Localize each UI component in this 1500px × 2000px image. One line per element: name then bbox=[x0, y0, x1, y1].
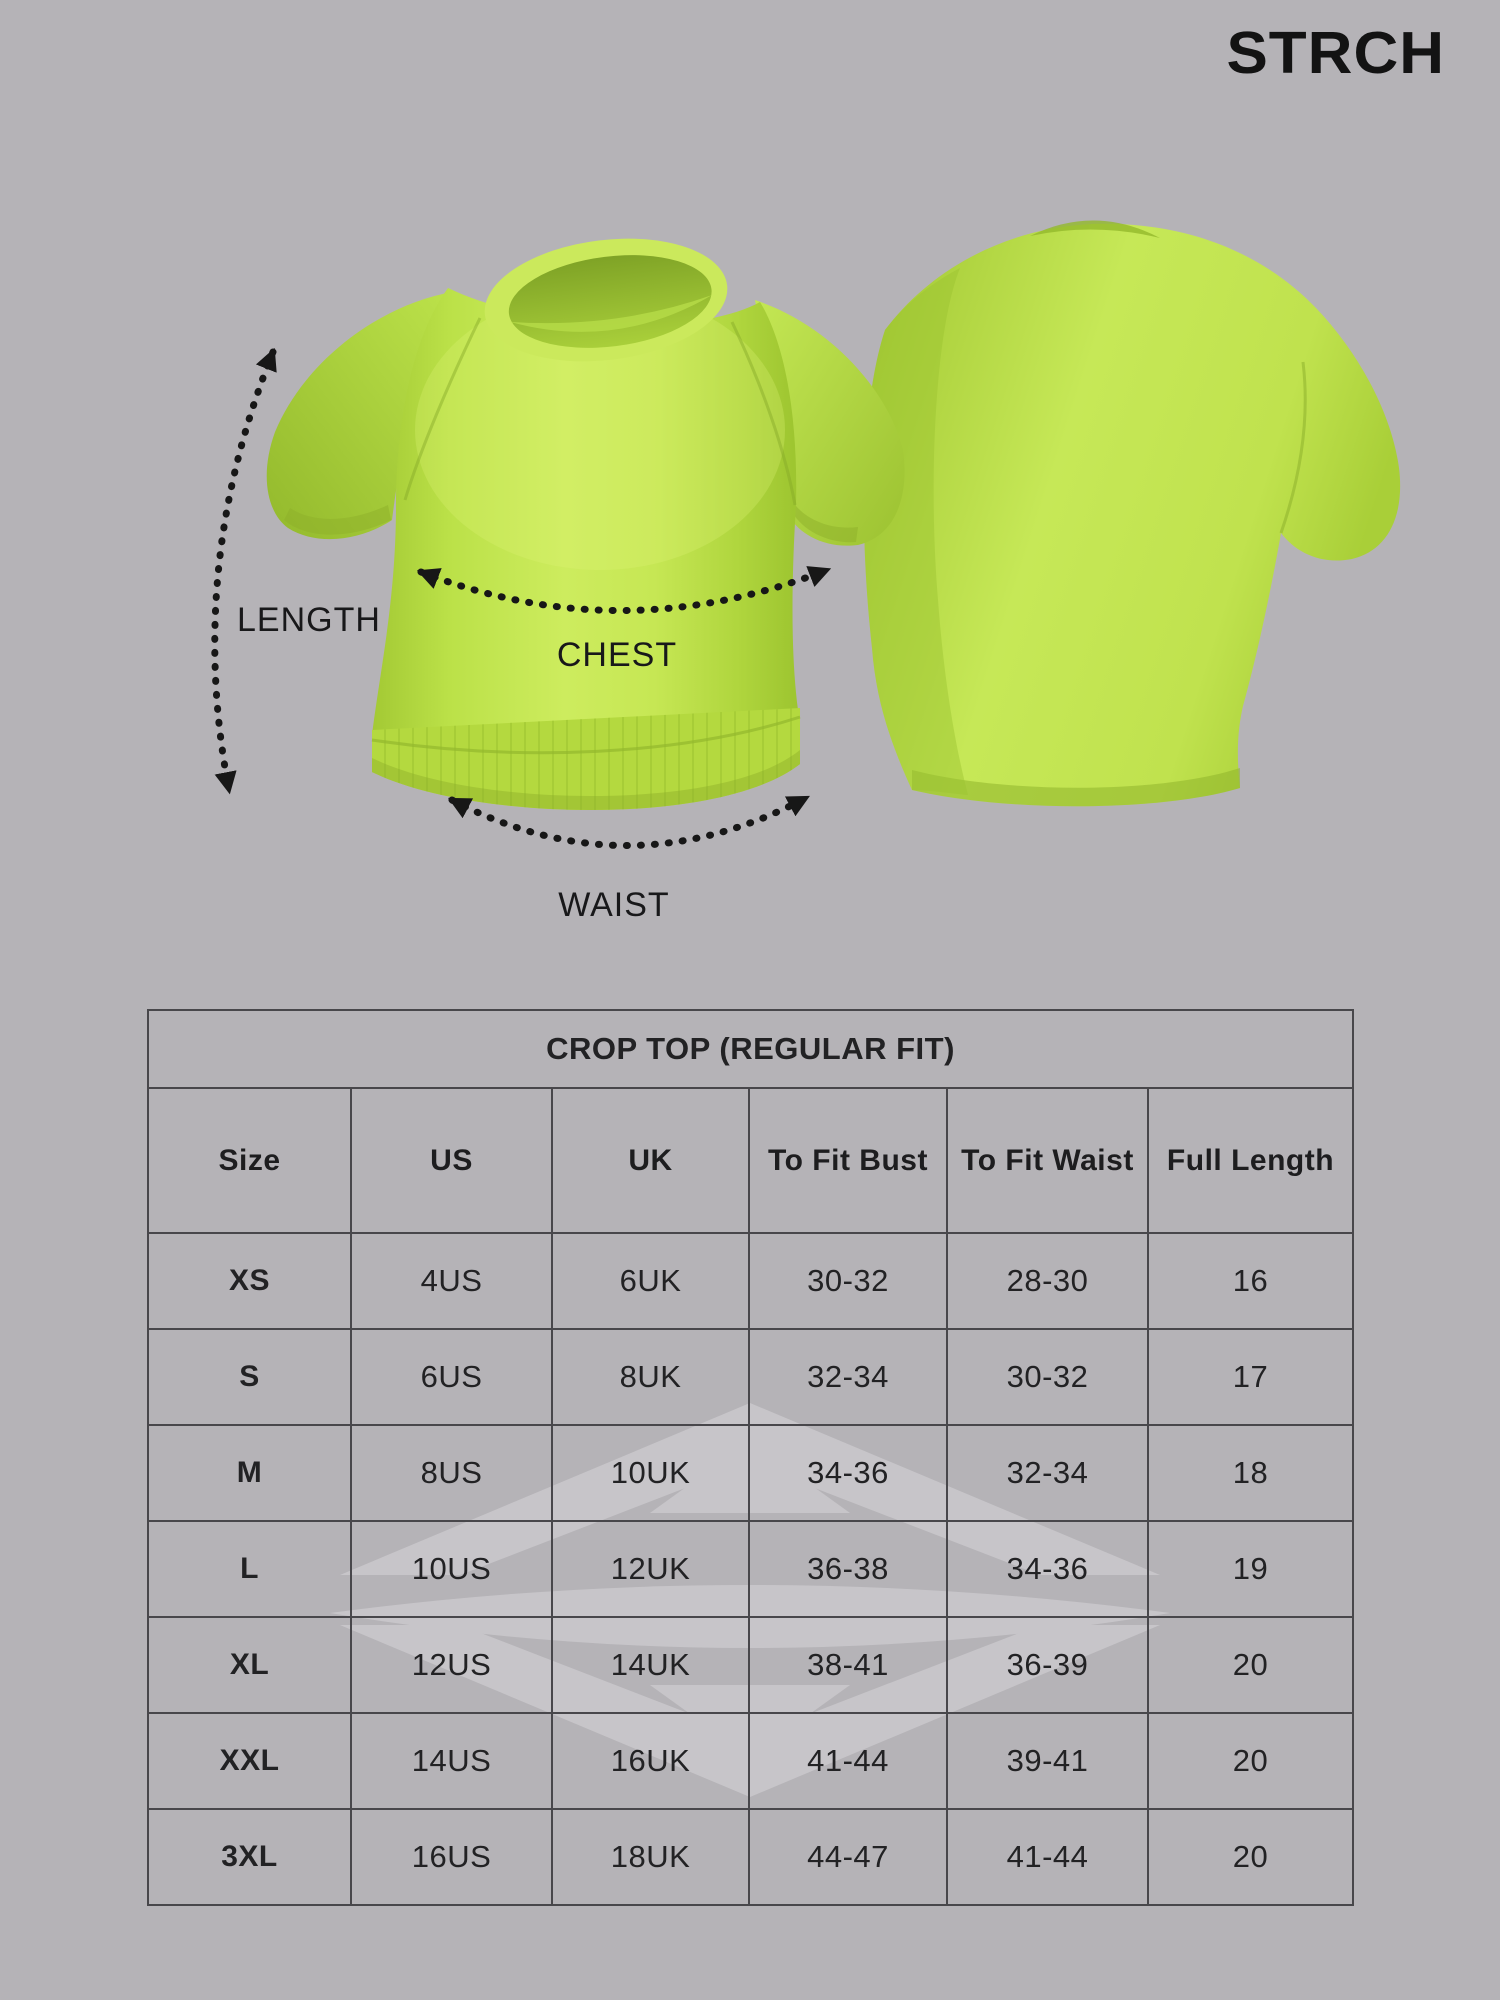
col-header-waist: To Fit Waist bbox=[947, 1088, 1148, 1233]
table-cell: 20 bbox=[1148, 1809, 1353, 1905]
chest-label: CHEST bbox=[556, 636, 678, 674]
length-measure-arrow bbox=[215, 352, 273, 790]
table-cell: 16 bbox=[1148, 1233, 1353, 1329]
size-row-xl bbox=[148, 1617, 1353, 1713]
table-cell: 41-44 bbox=[947, 1809, 1148, 1905]
size-row-3xl bbox=[148, 1809, 1353, 1905]
table-cell: S bbox=[148, 1329, 351, 1425]
table-cell: 3XL bbox=[148, 1809, 351, 1905]
table-cell: 18UK bbox=[552, 1809, 749, 1905]
front-shirt bbox=[267, 226, 905, 810]
length-label: LENGTH bbox=[237, 601, 381, 639]
table-cell: 14US bbox=[351, 1713, 552, 1809]
size-row-xs bbox=[148, 1233, 1353, 1329]
waist-label: WAIST bbox=[558, 886, 670, 924]
back-shirt bbox=[864, 220, 1400, 806]
table-title: CROP TOP (REGULAR FIT) bbox=[148, 1010, 1353, 1088]
table-cell: XS bbox=[148, 1233, 351, 1329]
table-cell: 44-47 bbox=[749, 1809, 947, 1905]
table-cell: 8UK bbox=[552, 1329, 749, 1425]
table-cell: 30-32 bbox=[947, 1329, 1148, 1425]
table-cell: 12UK bbox=[552, 1521, 749, 1617]
table-cell: 36-38 bbox=[749, 1521, 947, 1617]
table-cell: L bbox=[148, 1521, 351, 1617]
size-row-m bbox=[148, 1425, 1353, 1521]
table-cell: 41-44 bbox=[749, 1713, 947, 1809]
table-cell: 30-32 bbox=[749, 1233, 947, 1329]
table-cell: 8US bbox=[351, 1425, 552, 1521]
table-cell: 19 bbox=[1148, 1521, 1353, 1617]
table-header-row bbox=[148, 1088, 1353, 1233]
size-row-xxl bbox=[148, 1713, 1353, 1809]
table-cell: 20 bbox=[1148, 1617, 1353, 1713]
table-cell: 28-30 bbox=[947, 1233, 1148, 1329]
col-header-size: Size bbox=[148, 1088, 351, 1233]
table-cell: 36-39 bbox=[947, 1617, 1148, 1713]
table-cell: 17 bbox=[1148, 1329, 1353, 1425]
table-cell: 34-36 bbox=[947, 1521, 1148, 1617]
table-cell: 10UK bbox=[552, 1425, 749, 1521]
table-cell: 6UK bbox=[552, 1233, 749, 1329]
table-cell: 16US bbox=[351, 1809, 552, 1905]
table-cell: 14UK bbox=[552, 1617, 749, 1713]
col-header-uk: UK bbox=[552, 1088, 749, 1233]
col-header-us: US bbox=[351, 1088, 552, 1233]
table-cell: 4US bbox=[351, 1233, 552, 1329]
table-cell: 12US bbox=[351, 1617, 552, 1713]
size-row-l bbox=[148, 1521, 1353, 1617]
size-chart-table bbox=[147, 1009, 1354, 1906]
table-cell: 34-36 bbox=[749, 1425, 947, 1521]
brand-logo: STRCH bbox=[1226, 20, 1445, 87]
table-cell: 39-41 bbox=[947, 1713, 1148, 1809]
table-cell: XL bbox=[148, 1617, 351, 1713]
table-cell: 16UK bbox=[552, 1713, 749, 1809]
table-cell: XXL bbox=[148, 1713, 351, 1809]
table-cell: 32-34 bbox=[947, 1425, 1148, 1521]
table-cell: 10US bbox=[351, 1521, 552, 1617]
table-title-row bbox=[148, 1010, 1353, 1088]
size-row-s bbox=[148, 1329, 1353, 1425]
table-cell: 32-34 bbox=[749, 1329, 947, 1425]
table-cell: 18 bbox=[1148, 1425, 1353, 1521]
col-header-length: Full Length bbox=[1148, 1088, 1353, 1233]
table-cell: M bbox=[148, 1425, 351, 1521]
table-cell: 38-41 bbox=[749, 1617, 947, 1713]
table-cell: 6US bbox=[351, 1329, 552, 1425]
table-cell: 20 bbox=[1148, 1713, 1353, 1809]
col-header-bust: To Fit Bust bbox=[749, 1088, 947, 1233]
